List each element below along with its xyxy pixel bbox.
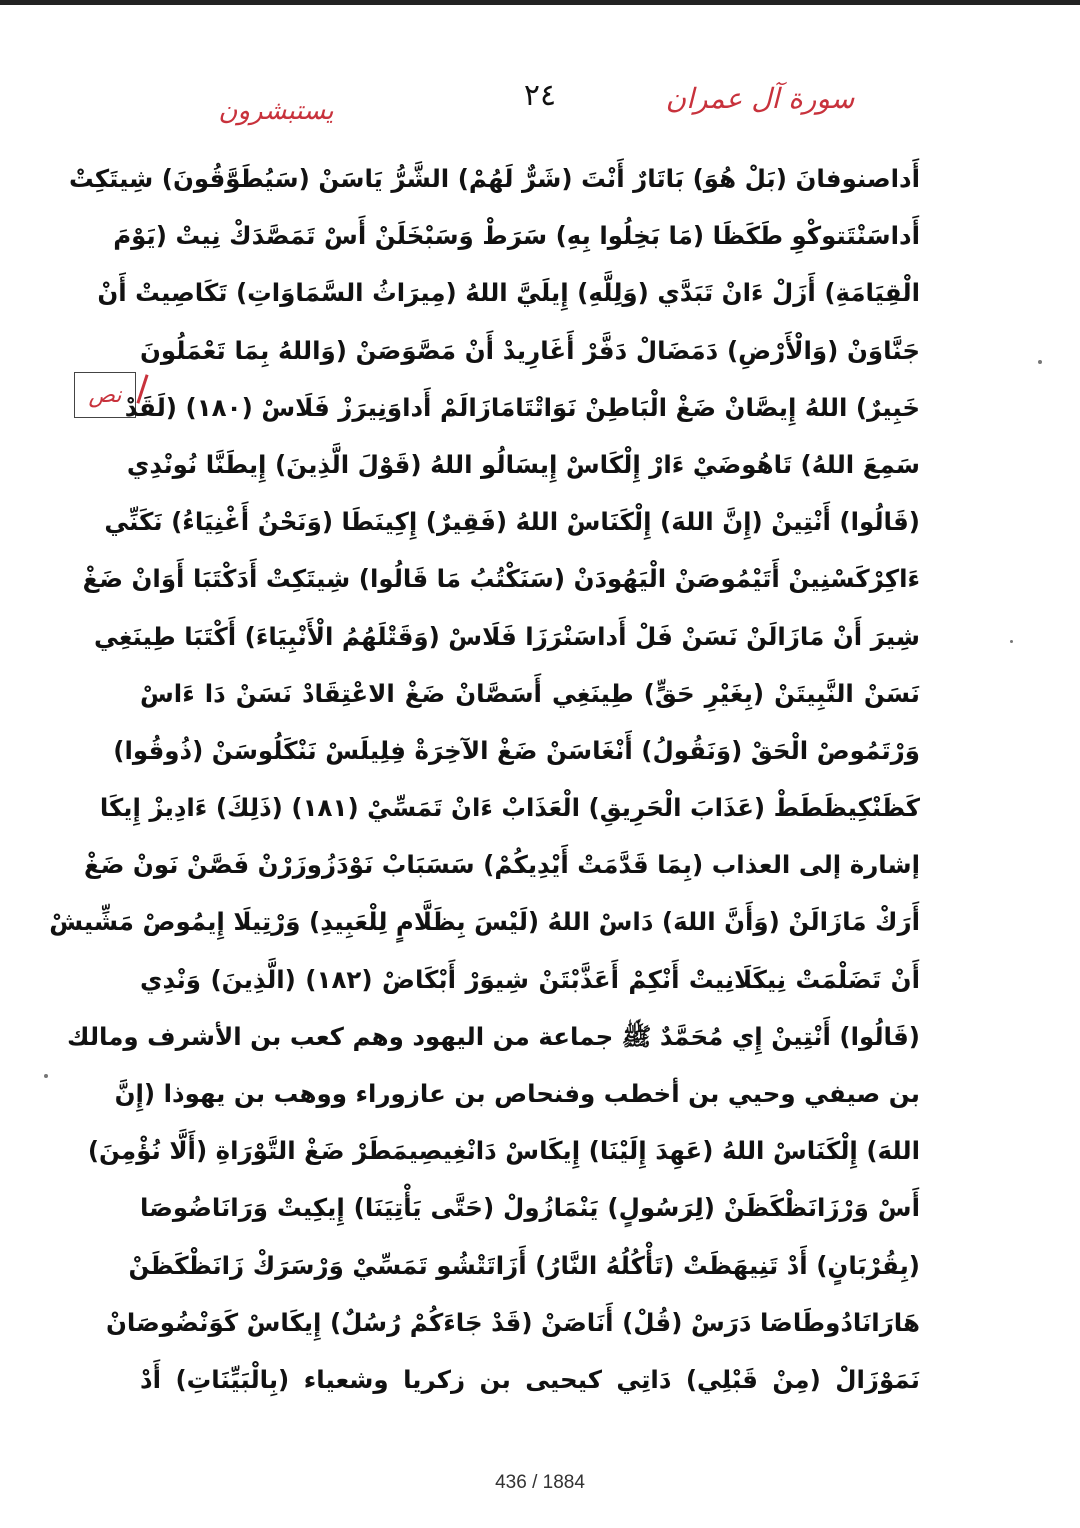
- top-scan-edge: [0, 0, 1080, 5]
- text-line: وَرْتَمُوصْ الْحَقْ (وَنَقُولُ) أَنْغَاسَنْ ضَغْ الآخِرَةْ فِلِيلَسْ نَنْكَلُوسَنْ (ذُوقُوا): [113, 735, 920, 765]
- text-line: كَظَنْكِيظَطَطْ (عَذَابَ الْحَرِيقِ) الْعَذَابْ ءَانْ تَمَسِّيْ (١٨١) (ذَلِكَ) ءَادِيزْ إِيكَا: [99, 793, 920, 823]
- page-number: ٢٤: [523, 78, 557, 113]
- text-line: جَنَّاوَنْ (وَالْأَرْضِ) دَمَضَالْ دَفَّرْ أَغَارِيدْ أَنْ مَصَّوَصَنْ (وَاللهُ بِمَا تَعْمَلُونَ: [140, 335, 920, 365]
- text-line: ءَاكِرْكَسْنِينْ أَتَيْمُوصَنْ الْيَهُودَنْ (سَنَكْتُبُ مَا قَالُوا) شِيتَكِتْ أَدَكْتَبَا أَوَانْ ضَغْ: [82, 564, 920, 594]
- text-line: (قَالُوا) أَنْتِينْ إِي مُحَمَّدٌ ﷺ جماعة من اليهود وهم كعب بن الأشرف ومالك: [67, 1021, 920, 1051]
- text-line: نَمَوْزَالْ (مِنْ قَبْلِي) دَاتِي كيحيى بن زكريا وشعياء (بِالْبَيِّنَاتِ) أَدْ: [140, 1364, 920, 1394]
- text-line: نَسَنْ النَّبِيتَنْ (بِغَيْرِ حَقٍّ) طِينَغِي أَسَصَّانْ ضَغْ الاعْتِقَادْ نَسَنْ دَا ءَاسْ: [140, 678, 920, 708]
- text-line: سَمِعَ اللهُ) تَاهُوضَيْ ءَارْ إِلْكَاسْ إِيسَالُو اللهُ (قَوْلَ الَّذِينَ) إِيطَنَّا نُونْدِي: [126, 449, 920, 479]
- text-line: شِيرَ أَنْ مَازَالَنْ نَسَنْ فَلْ أَداسَنْرَزَا فَلَاسْ (وَقَتْلَهُمُ الْأَنْبِيَاءَ) أَكْتَبَا طِينَغِي: [94, 621, 920, 651]
- handwritten-word-note: يستبشرون: [218, 96, 334, 126]
- scan-speck: [1038, 360, 1042, 364]
- text-line: أَداسَنْتَتوكْوِ طَكَظَا (مَا بَخِلُوا بِهِ) سَرَطْ وَسَبْخَلَنْ أَسْ تَمَصَّدَكْ نِيتْ (يَوْمَ: [113, 221, 920, 251]
- scan-speck: [44, 1074, 48, 1078]
- text-line: أَرَكْ مَازَالَنْ (وَأَنَّ اللهَ) دَاسْ اللهُ (لَيْسَ بِظَلَّامٍ لِلْعَبِيدِ) وَرْتِيلَا إِيمُوصْ مَشِّيشْ: [49, 907, 920, 937]
- margin-note-box: نص: [74, 372, 136, 418]
- text-line: إشارة إلى العذاب (بِمَا قَدَّمَتْ أَيْدِيكُمْ) سَسَبَابْ نَوْدَزُوزَرْنْ فَصَّنْ نَونْ ضَغْ: [83, 850, 920, 880]
- text-line: أَنْ تَضَلْمَتْ نِيكَلَانِيتْ أَنْكِمْ أَعَذَّبْتَنْ شِيوَرْ أَبْكَاضْ (١٨٢) (الَّذِينَ) وَنْدِي: [140, 964, 920, 994]
- text-line: الْقِيَامَةِ) أَزَلْ ءَانْ تَبَدَّي (وَلِلَّهِ) إِيلَيَّ اللهُ (مِيرَاثُ السَّمَاوَاتِ) تَكَاصِيتْ أَنْ: [97, 278, 920, 308]
- text-line: خَبِيرٌ) اللهُ إِيصَّانْ ضَغْ الْبَاطِنْ نَوَاتْتَامَازَالَمْ أَداوَنِيرَزْ فَلَاسْ (١٨٠) (لَقَدْ: [124, 392, 920, 422]
- scan-speck: [1010, 640, 1013, 643]
- text-line: بن صيفي وحيي بن أخطب وفنحاص بن عازوراء ووهب بن يهوذا (إِنَّ: [114, 1079, 920, 1108]
- text-line: اللهَ) إِلْكَنَاسْ اللهُ (عَهِدَ إِلَيْنَا) إِيكَاسْ دَانْغِيصِيمَطَرْ ضَغْ التَّوْرَاةِ (أَلَّا نُؤْمِنَ): [87, 1136, 920, 1166]
- text-line: (بِقُرْبَانٍ) أَدْ تَنِيهَظَتْ (تَأْكُلُهُ النَّارُ) أَزَاتَتْشُو تَمَسِّيْ وَرْسَرَكْ زَانَظْكَظَنْ: [128, 1250, 920, 1280]
- text-line: (قَالُوا) أَنْتِينْ (إِنَّ اللهَ) إِلْكَنَاسْ اللهُ (فَقِيرٌ) إِكِينَطَا (وَنَحْنُ أَغْنِيَاءُ) نَكَنِّي: [104, 507, 920, 537]
- handwritten-surah-note: سورة آل عمران: [665, 82, 855, 115]
- text-line: أَداصنوفانَ (بَلْ هُوَ) بَاتَارٌ أَنْتَ (شَرٌّ لَهُمْ) الشَّرُّ يَاسَنْ (سَيُطَوَّقُونَ) شِيتَكِتْ: [68, 164, 920, 193]
- page-text-body: [49, 150, 920, 1408]
- page-counter: 436 / 1884: [495, 1472, 585, 1493]
- text-line: هَارَانَادُوطَاصَا دَرَسْ (قُلْ) أَنَاصَنْ (قَدْ جَاءَكُمْ رُسُلٌ) إِيكَاسْ كَوَنْضُوصَانْ: [105, 1307, 920, 1337]
- text-line: أَسْ وَرْزَانَظْكَظَنْ (لِرَسُولٍ) يَنْمَازُولْ (حَتَّى يَأْتِيَنَا) إِيكِيتْ وَرَانَاضُوصَا: [140, 1193, 920, 1223]
